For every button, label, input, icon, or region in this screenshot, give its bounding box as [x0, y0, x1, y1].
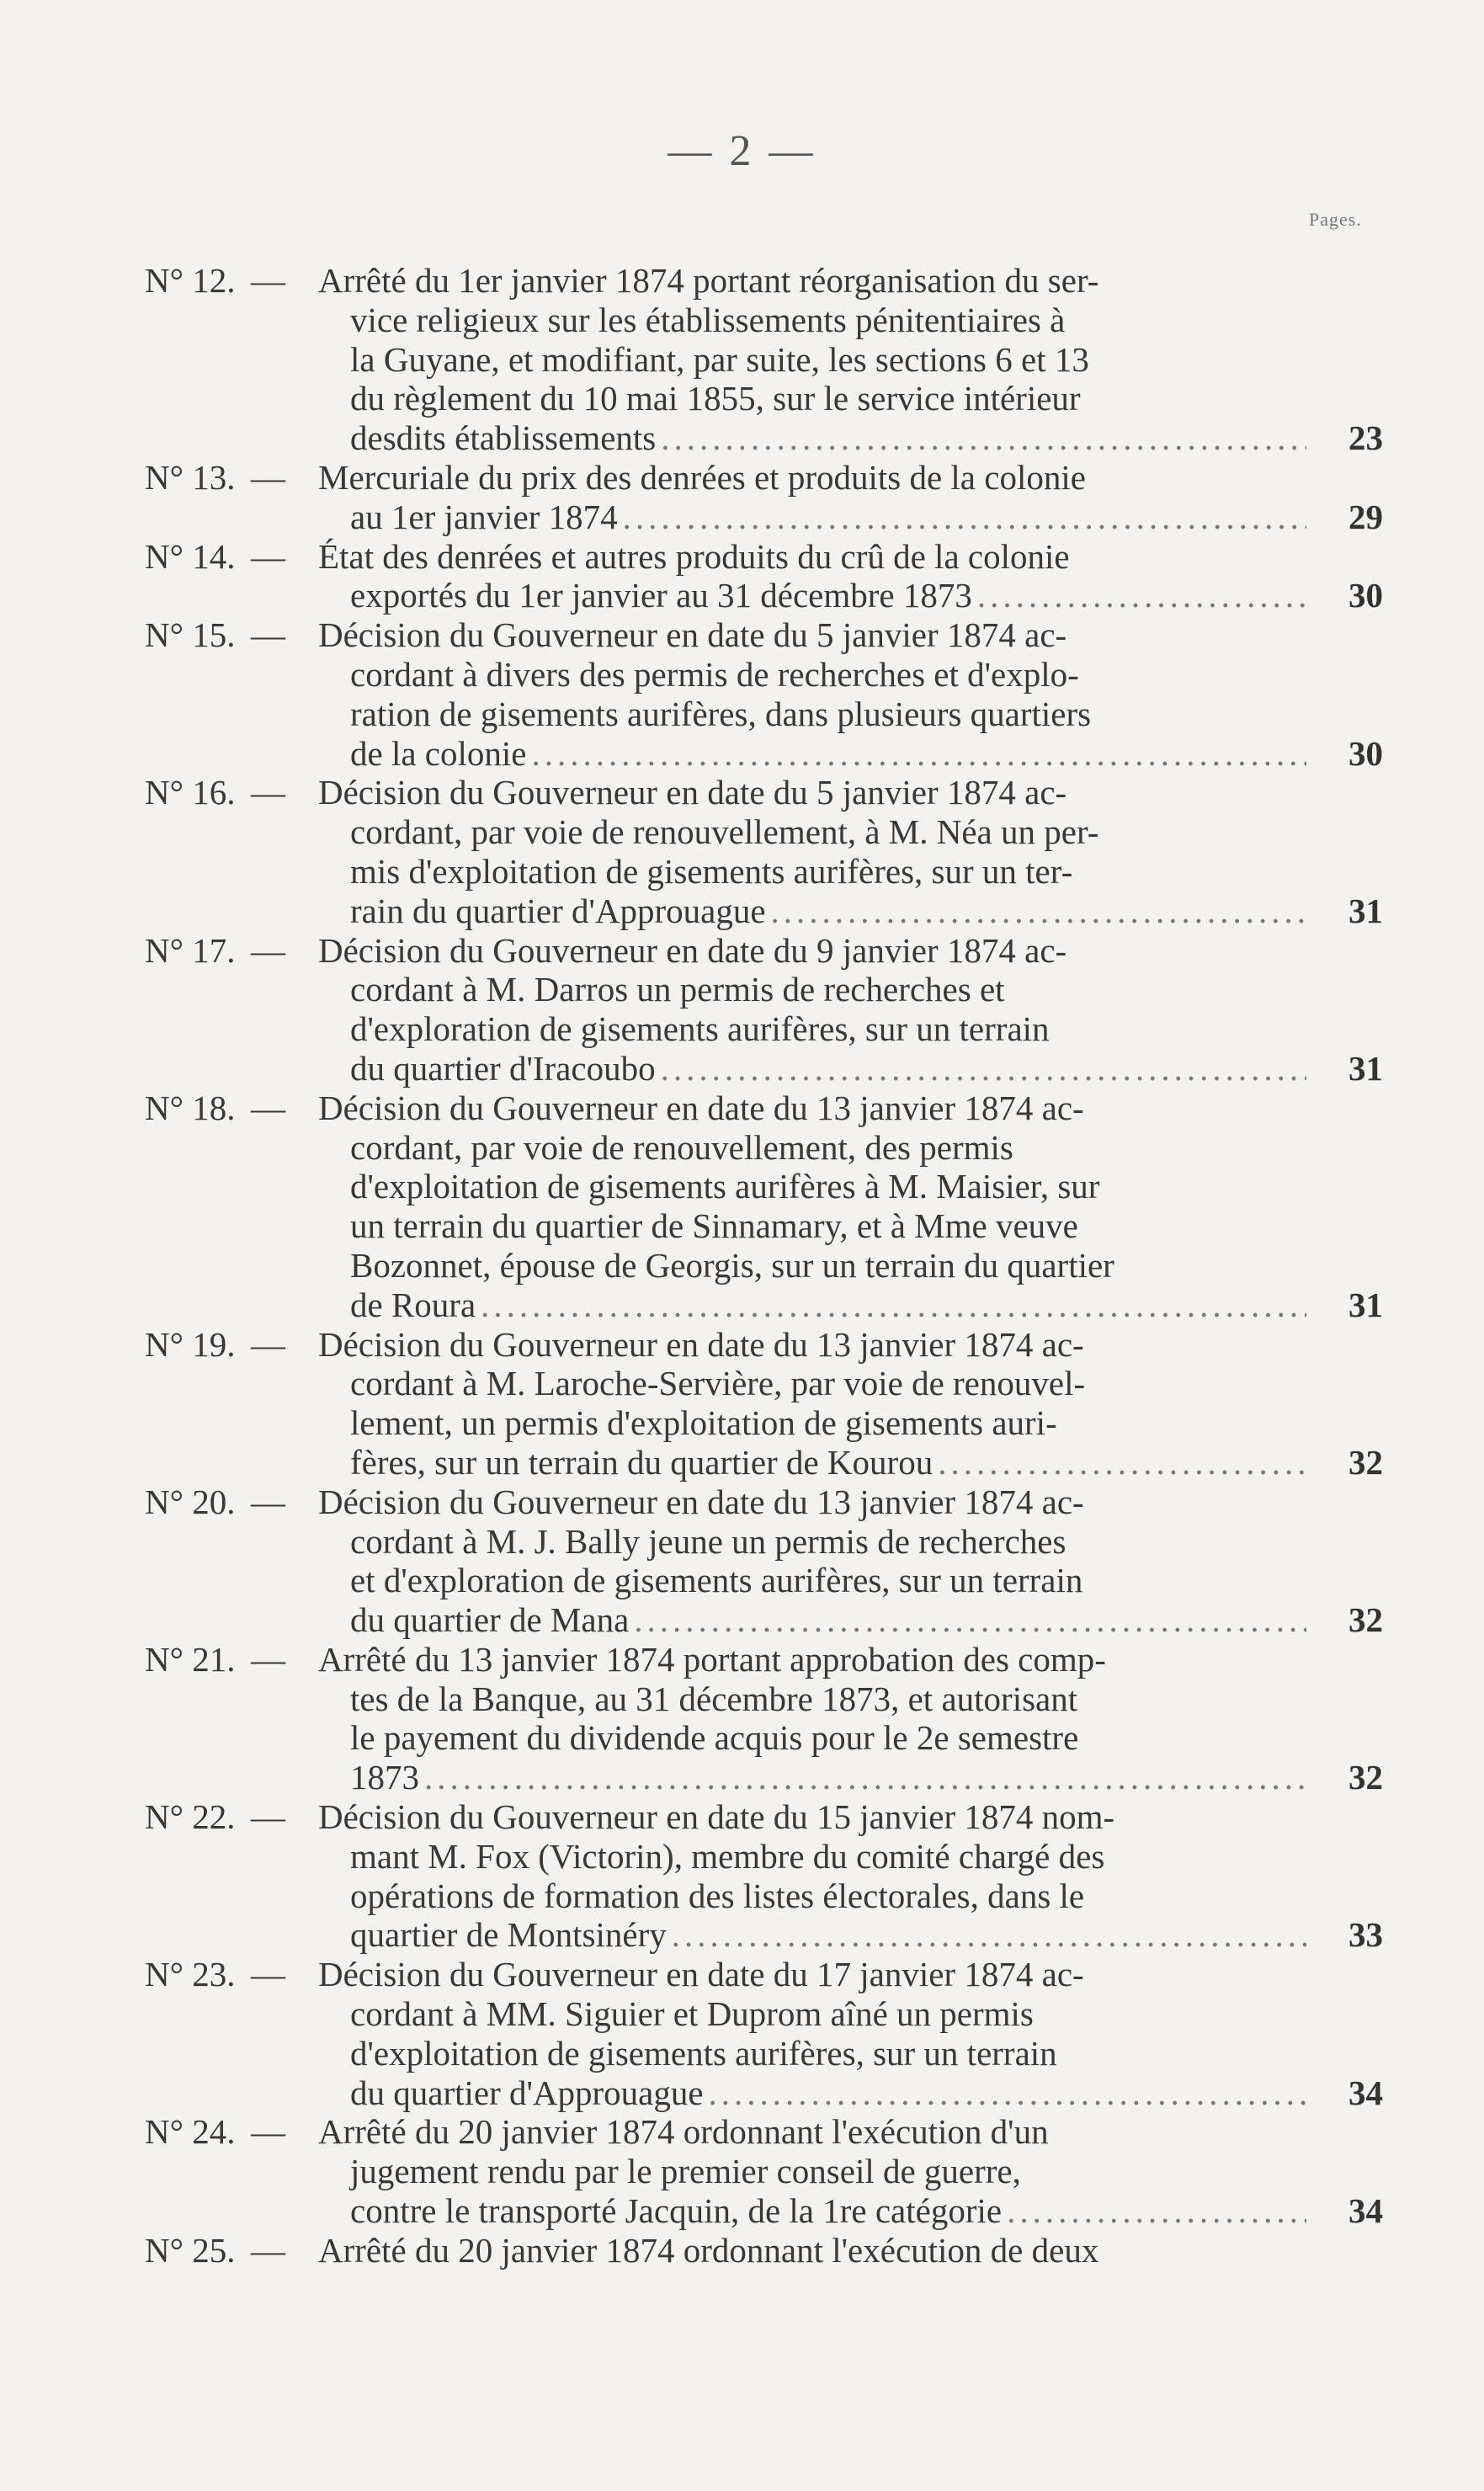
- toc-entry: [0, 931, 1484, 1088]
- toc-entry: [0, 1955, 1484, 2112]
- entry-dash: —: [251, 1088, 285, 1127]
- entry-number: N° 23.: [145, 1955, 236, 1994]
- entry-dash: —: [251, 2112, 285, 2152]
- entry-line: et d'exploration de gisements aurifères, sur un terrain: [350, 1561, 1083, 1600]
- toc-entry: [0, 615, 1484, 773]
- toc-entry: [0, 1482, 1484, 1640]
- entry-dash: —: [251, 1324, 285, 1364]
- entry-line: du quartier d'Iracoubo .....: [318, 1049, 1311, 1088]
- entry-line: Décision du Gouverneur en date du 9 janvier 1874 ac-: [318, 930, 1067, 970]
- entry-text: [318, 2112, 1311, 2230]
- entry-dash: —: [251, 2230, 285, 2270]
- entry-number: N° 25.: [145, 2230, 236, 2270]
- entry-number: N° 16.: [145, 773, 236, 812]
- entry-page-ref: 23: [1348, 418, 1383, 458]
- entry-line: Arrêté du 13 janvier 1874 portant approbation des comp-: [318, 1639, 1106, 1679]
- toc-entry: [0, 261, 1484, 458]
- toc-entry: [0, 773, 1484, 930]
- entry-line: de la colonie .....: [318, 734, 1311, 774]
- entry-page-ref: 31: [1348, 1048, 1383, 1088]
- entry-dash: —: [251, 930, 285, 970]
- entry-line: Décision du Gouverneur en date du 15 janvier 1874 nom-: [318, 1797, 1115, 1837]
- entry-line: Décision du Gouverneur en date du 13 janvier 1874 ac-: [318, 1324, 1084, 1364]
- entry-page-ref: 32: [1348, 1442, 1383, 1482]
- entry-line: jugement rendu par le premier conseil de guerre,: [350, 2152, 1021, 2191]
- entry-dash: —: [251, 457, 285, 497]
- entry-line: d'exploration de gisements aurifères, sur un terrain: [350, 1009, 1050, 1049]
- entry-dash: —: [251, 1797, 285, 1837]
- entry-line: cordant à MM. Siguier et Duprom aîné un permis: [350, 1994, 1034, 2034]
- entry-text: [318, 458, 1311, 537]
- leader-dots: [623, 498, 1306, 537]
- leader-dots: [672, 1915, 1306, 1955]
- entry-line: Arrêté du 20 janvier 1874 ordonnant l'exécution de deux: [318, 2230, 1099, 2270]
- entry-text: [318, 1797, 1311, 1955]
- entry-dash: —: [251, 1482, 285, 1521]
- entry-line: vice religieux sur les établissements pénitentiaires à: [350, 300, 1066, 339]
- entry-line: contre le transporté Jacquin, de la 1re catégorie .....: [318, 2191, 1311, 2231]
- entry-line: Décision du Gouverneur en date du 5 janvier 1874 ac-: [318, 773, 1067, 812]
- leader-dots: [771, 892, 1306, 931]
- entry-line: Mercuriale du prix des denrées et produits de la colonie: [318, 457, 1086, 497]
- entry-number: N° 12.: [145, 261, 236, 300]
- entry-text: [318, 537, 1311, 616]
- entry-line: de Roura .....: [318, 1285, 1311, 1325]
- entry-line: le payement du dividende acquis pour le 2e semestre: [350, 1718, 1079, 1758]
- entry-line: Décision du Gouverneur en date du 13 janvier 1874 ac-: [318, 1482, 1084, 1521]
- entry-line: lement, un permis d'exploitation de gisements auri-: [350, 1403, 1057, 1443]
- entry-text: [318, 1088, 1311, 1325]
- leader-dots: [661, 418, 1306, 458]
- entry-line: Décision du Gouverneur en date du 13 janvier 1874 ac-: [318, 1088, 1084, 1127]
- entry-line: Arrêté du 20 janvier 1874 ordonnant l'exécution d'un: [318, 2112, 1049, 2152]
- entry-line: Arrêté du 1er janvier 1874 portant réorganisation du ser-: [318, 261, 1099, 300]
- toc-entry: [0, 1325, 1484, 1482]
- leader-dots: [661, 1049, 1306, 1088]
- entry-number: N° 13.: [145, 457, 236, 497]
- entry-line: un terrain du quartier de Sinnamary, et à Mme veuve: [350, 1206, 1078, 1246]
- entry-line: mant M. Fox (Victorin), membre du comité chargé des: [350, 1836, 1105, 1876]
- leader-dots: [531, 734, 1306, 774]
- leader-dots: [481, 1285, 1306, 1325]
- entry-line: État des denrées et autres produits du crû de la colonie: [318, 536, 1070, 576]
- entry-number: N° 15.: [145, 615, 236, 655]
- entry-number: N° 21.: [145, 1639, 236, 1679]
- entry-dash: —: [251, 261, 285, 300]
- leader-dots: [424, 1758, 1306, 1797]
- entry-text: [318, 1640, 1311, 1797]
- toc-entry: [0, 537, 1484, 616]
- entry-dash: —: [251, 1639, 285, 1679]
- entry-line: Décision du Gouverneur en date du 17 janvier 1874 ac-: [318, 1955, 1084, 1994]
- leader-dots: [977, 576, 1306, 615]
- page-number: — 2 —: [668, 127, 816, 175]
- entry-text: [318, 261, 1311, 458]
- entry-page-ref: 31: [1348, 891, 1383, 930]
- entry-line: opérations de formation des listes électorales, dans le: [350, 1876, 1085, 1915]
- entry-line: Bozonnet, épouse de Georgis, sur un terrain du quartier: [350, 1245, 1114, 1285]
- entry-line: cordant à M. J. Bally jeune un permis de recherches: [350, 1521, 1066, 1561]
- entry-line: du quartier de Mana .....: [318, 1600, 1311, 1640]
- entry-text: [318, 615, 1311, 773]
- entry-line: desdits établissements .....: [318, 418, 1311, 458]
- entry-page-ref: 32: [1348, 1758, 1383, 1797]
- entry-page-ref: 30: [1348, 733, 1383, 773]
- entry-line: d'exploitation de gisements aurifères, sur un terrain: [350, 2033, 1057, 2073]
- entry-dash: —: [251, 536, 285, 576]
- entry-line: Décision du Gouverneur en date du 5 janvier 1874 ac-: [318, 615, 1067, 655]
- entry-line: du règlement du 10 mai 1855, sur le service intérieur: [350, 379, 1081, 418]
- entry-number: N° 24.: [145, 2112, 236, 2152]
- entry-line: du quartier d'Approuague .....: [318, 2073, 1311, 2113]
- entry-dash: —: [251, 773, 285, 812]
- entry-page-ref: 30: [1348, 576, 1383, 615]
- entry-line: mis d'exploitation de gisements aurifères, sur un ter-: [350, 851, 1073, 891]
- leader-dots: [634, 1600, 1306, 1640]
- entry-text: [318, 1325, 1311, 1482]
- toc-entry: [0, 1088, 1484, 1325]
- entry-page-ref: 34: [1348, 2191, 1383, 2231]
- leader-dots: [1007, 2191, 1306, 2231]
- entry-dash: —: [251, 615, 285, 655]
- table-of-contents: [0, 261, 1484, 2270]
- entry-page-ref: 31: [1348, 1285, 1383, 1324]
- toc-entry: [0, 1640, 1484, 1797]
- entry-dash: —: [251, 1955, 285, 1994]
- entry-line: tes de la Banque, au 31 décembre 1873, et autorisant: [350, 1679, 1078, 1718]
- entry-line: la Guyane, et modifiant, par suite, les sections 6 et 13: [350, 339, 1089, 379]
- entry-line: quartier de Montsinéry .....: [318, 1915, 1311, 1955]
- entry-number: N° 18.: [145, 1088, 236, 1127]
- leader-dots: [709, 2073, 1306, 2113]
- entry-text: [318, 773, 1311, 930]
- pages-column-label: Pages.: [1309, 209, 1362, 230]
- entry-text: [318, 2231, 1311, 2270]
- entry-number: N° 20.: [145, 1482, 236, 1521]
- toc-entry: [0, 2231, 1484, 2270]
- toc-entry: [0, 2112, 1484, 2230]
- entry-line: d'exploitation de gisements aurifères à M. Maisier, sur: [350, 1167, 1100, 1206]
- leader-dots: [938, 1443, 1306, 1482]
- entry-line: ration de gisements aurifères, dans plusieurs quartiers: [350, 694, 1092, 733]
- entry-line: 1873 .....: [318, 1758, 1311, 1797]
- entry-text: [318, 931, 1311, 1088]
- entry-page-ref: 32: [1348, 1600, 1383, 1640]
- entry-line: exportés du 1er janvier au 31 décembre 1873 .....: [318, 576, 1311, 615]
- entry-page-ref: 33: [1348, 1915, 1383, 1955]
- entry-number: N° 14.: [145, 536, 236, 576]
- entry-number: N° 22.: [145, 1797, 236, 1837]
- entry-line: cordant, par voie de renouvellement, à M. Néa un per-: [350, 812, 1099, 852]
- entry-number: N° 19.: [145, 1324, 236, 1364]
- entry-text: [318, 1482, 1311, 1640]
- entry-line: fères, sur un terrain du quartier de Kourou .....: [318, 1443, 1311, 1482]
- entry-line: cordant à divers des permis de recherches et d'explo-: [350, 654, 1079, 694]
- entry-line: rain du quartier d'Approuague .....: [318, 892, 1311, 931]
- entry-page-ref: 29: [1348, 497, 1383, 536]
- toc-entry: [0, 1797, 1484, 1955]
- entry-number: N° 17.: [145, 930, 236, 970]
- entry-line: cordant à M. Darros un permis de recherches et: [350, 970, 1005, 1009]
- entry-line: cordant à M. Laroche-Servière, par voie de renouvel-: [350, 1364, 1086, 1403]
- entry-page-ref: 34: [1348, 2073, 1383, 2112]
- toc-entry: [0, 458, 1484, 537]
- entry-text: [318, 1955, 1311, 2112]
- entry-line: cordant, par voie de renouvellement, des permis: [350, 1127, 1013, 1167]
- entry-line: au 1er janvier 1874 .....: [318, 498, 1311, 537]
